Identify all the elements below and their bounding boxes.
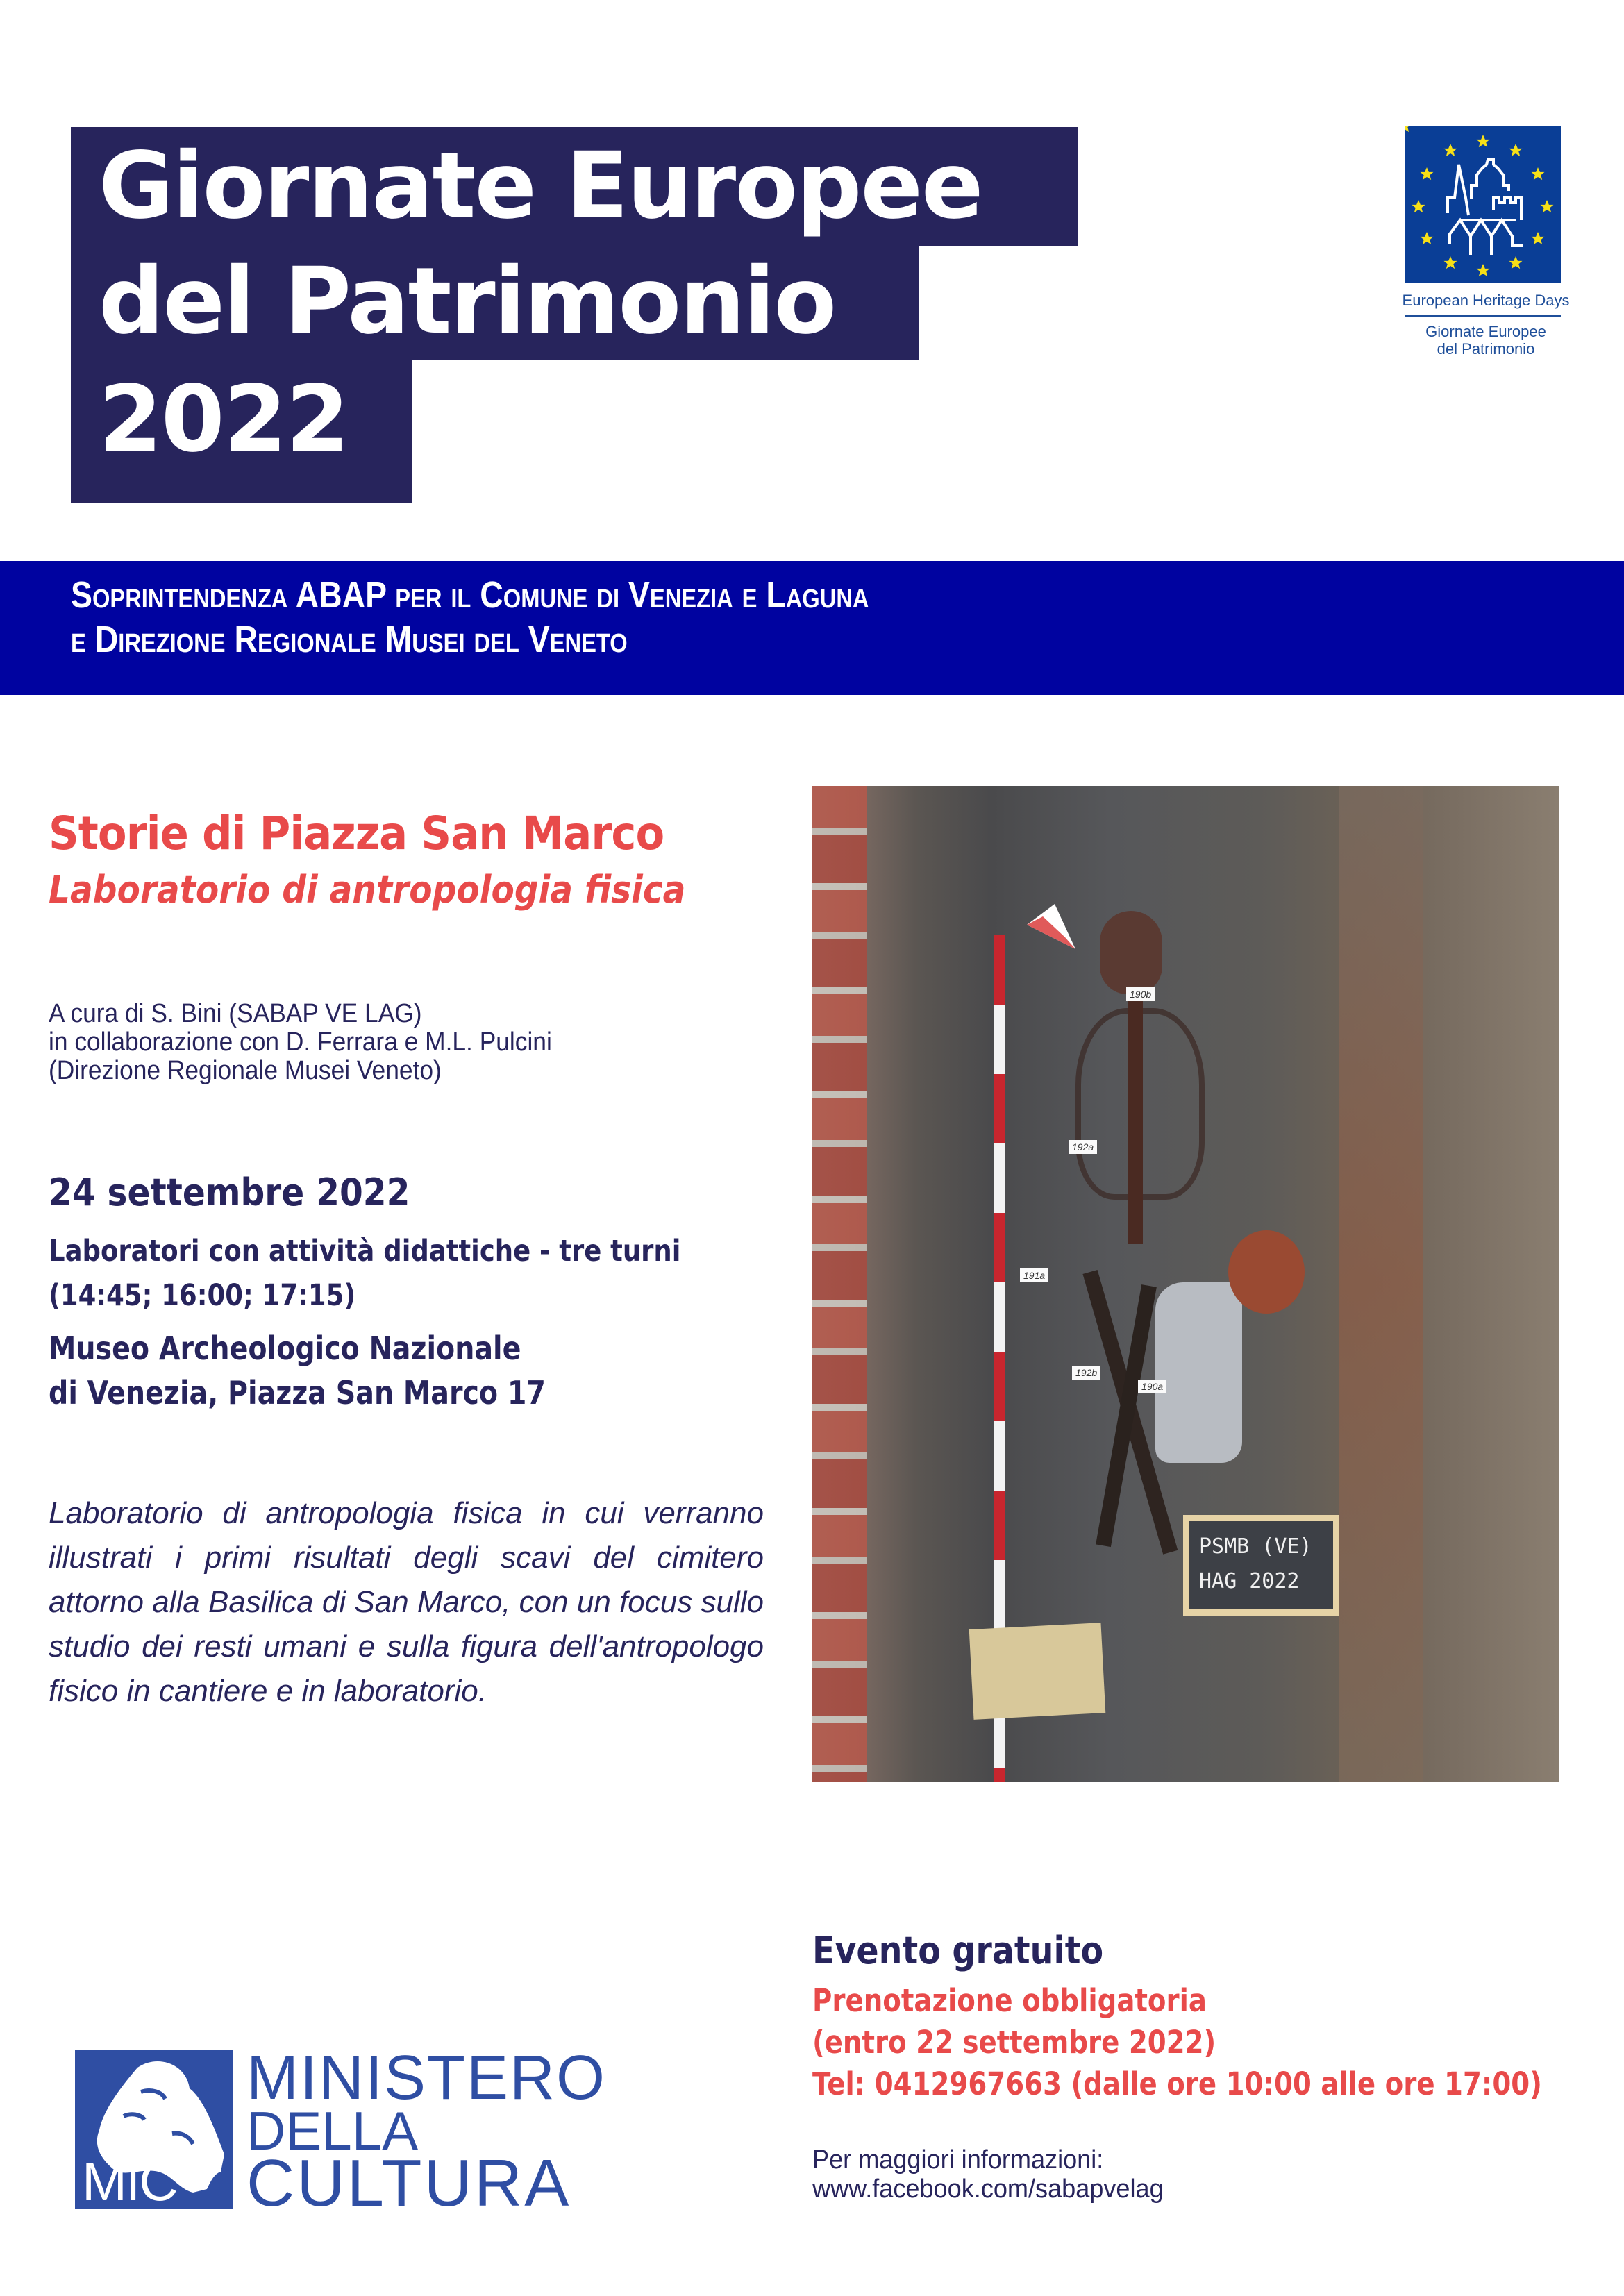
credits-line-3: (Direzione Regionale Musei Veneto) — [49, 1056, 442, 1085]
eu-stars-icon — [1405, 126, 1561, 283]
water-pool — [1155, 1282, 1242, 1463]
venue-line-2: di Venezia, Piazza San Marco 17 — [49, 1374, 546, 1411]
brick-wall — [812, 786, 867, 1782]
free-event: Evento gratuito — [812, 1929, 1104, 1972]
mic-head-logo-icon — [75, 2050, 233, 2209]
tag-label: 192a — [1069, 1140, 1097, 1154]
sessions-times: (14:45; 16:00; 17:15) — [49, 1278, 356, 1313]
sessions-line-1: Laboratori con attività didattiche - tre turni — [49, 1234, 681, 1268]
ehd-caption-it — [1389, 323, 1583, 358]
mic-badge: MiC — [82, 2151, 178, 2209]
ehd-caption-en: European Heritage Days — [1402, 292, 1570, 309]
wooden-board — [969, 1623, 1106, 1720]
credits-line-2: in collaborazione con D. Ferrara e M.L. Pulcini — [49, 1028, 552, 1057]
event-description: Laboratorio di antropologia fisica in cui verranno illustrati i primi risultati degli scavi del cimitero attorno alla Basilica di San Marco, con un focus sullo studio dei resti umani e sulla figura dell'antropologo fisico in cantiere e in laboratorio. — [49, 1496, 764, 1708]
tag-label: 191a — [1020, 1268, 1048, 1282]
excavation-photo — [812, 786, 1559, 1782]
second-skull — [1228, 1230, 1305, 1314]
slate-line-2: HAG 2022 — [1199, 1569, 1300, 1593]
booking-deadline: (entro 22 settembre 2022) — [812, 2024, 1216, 2061]
event-sessions — [49, 1229, 680, 1318]
ehd-divider — [1405, 315, 1561, 317]
site-slate — [1183, 1515, 1339, 1616]
event-subtitle: Laboratorio di antropologia fisica — [49, 868, 686, 912]
ehd-caption-it-line2: del Patrimonio — [1437, 340, 1535, 358]
organizer-line-2: e Direzione Regionale Musei del Veneto — [71, 619, 628, 660]
credits — [49, 1000, 552, 1085]
trench-edge — [1339, 786, 1423, 1782]
booking-phone[interactable]: Tel: 0412967663 (dalle ore 10:00 alle ore 17:00) — [812, 2065, 1542, 2102]
north-arrow-icon — [1023, 904, 1079, 953]
spine — [1128, 994, 1143, 1244]
booking-info — [812, 1980, 1542, 2105]
booking-required: Prenotazione obbligatoria — [812, 1982, 1207, 2019]
venue-line-1: Museo Archeologico Nazionale — [49, 1330, 521, 1367]
organizer-line-1: Soprintendenza ABAP per il Comune di Venezia e Laguna — [71, 574, 869, 616]
slate-line-1: PSMB (VE) — [1199, 1534, 1312, 1559]
ministry-line-3: CULTURA — [246, 2146, 571, 2220]
european-heritage-days-logo-icon — [1405, 126, 1561, 283]
facebook-link[interactable]: www.facebook.com/sabapvelag — [812, 2175, 1164, 2204]
ehd-caption-it-line1: Giornate Europee — [1425, 323, 1546, 340]
tag-label: 192b — [1072, 1366, 1100, 1380]
tag-label: 190b — [1126, 987, 1155, 1001]
credits-line-1: A cura di S. Bini (SABAP VE LAG) — [49, 999, 422, 1028]
event-venue — [49, 1326, 546, 1415]
event-date: 24 settembre 2022 — [49, 1171, 410, 1214]
tag-label: 190a — [1138, 1380, 1166, 1393]
title-line-3: 2022 — [71, 360, 412, 503]
title-line-1: Giornate Europee — [71, 127, 1078, 246]
ministry-line-1: MINISTERO — [246, 2043, 607, 2113]
event-title: Storie di Piazza San Marco — [49, 807, 664, 860]
ministry-line-2: DELLA — [246, 2100, 419, 2161]
more-info-label: Per maggiori informazioni: — [812, 2145, 1104, 2175]
skull — [1100, 911, 1162, 994]
more-info — [812, 2145, 1164, 2204]
title-line-2: del Patrimonio — [71, 246, 919, 360]
